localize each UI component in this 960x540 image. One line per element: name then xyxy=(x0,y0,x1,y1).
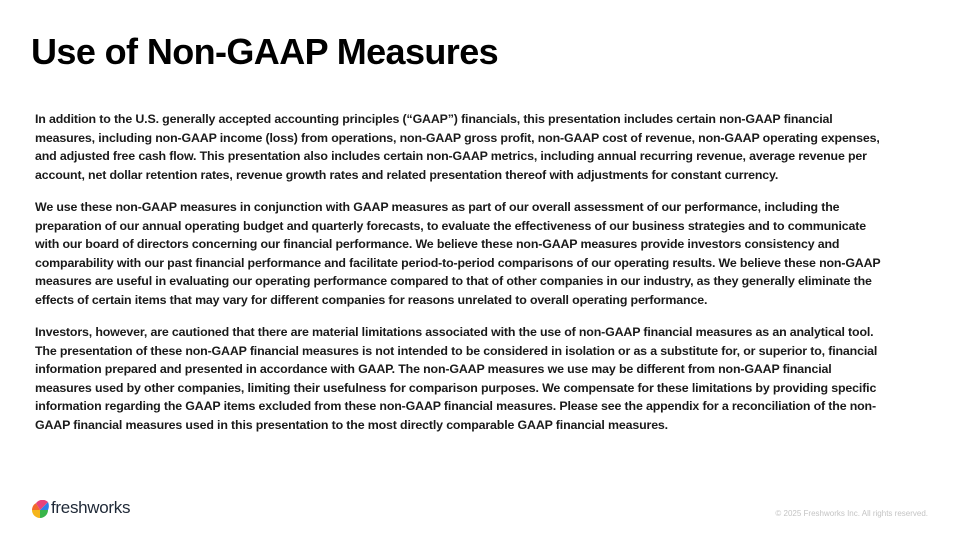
freshworks-logo xyxy=(30,497,130,523)
paragraph-usage: We use these non-GAAP measures in conjunction with GAAP measures as part of our overall assessment of our performance, including the preparation of our annual operating budget and quarterly forecasts, to evaluate the effectiveness of our business strategies and to communicate with our board of directors concerning our financial performance. We believe these non-GAAP measures provide investors consistency and comparability with our past financial performance and facilitate period-to-period comparisons of our operating results. We believe these non-GAAP measures are useful in evaluating our operating performance compared to that of other companies in our industry, as they generally eliminate the effects of certain items that may vary for different companies for reasons unrelated to overall operating performance. xyxy=(35,200,881,307)
freshworks-logo-icon xyxy=(30,500,50,520)
page-title: Use of Non-GAAP Measures xyxy=(31,31,499,72)
paragraph-limitations: Investors, however, are cautioned that there are material limitations associated with the use of non-GAAP financial measures as an analytical tool. The presentation of these non-GAAP financial measures is not intended to be considered in isolation or as a substitute for, or superior to, financial information prepared and presented in accordance with GAAP. The non-GAAP measures we use may be different from non-GAAP financial measures used by other companies, limiting their usefulness for comparison purposes. We compensate for these limitations by providing specific information regarding the GAAP items excluded from these non-GAAP financial measures. Please see the appendix for a reconciliation of the non-GAAP financial measures used in this presentation to the most directly comparable GAAP financial measures. xyxy=(35,325,878,432)
logo-wordmark: freshworks xyxy=(51,498,131,517)
body-text xyxy=(35,110,885,448)
copyright-notice: © 2025 Freshworks Inc. All rights reserved. xyxy=(775,509,928,518)
paragraph-intro: In addition to the U.S. generally accepted accounting principles (“GAAP”) financials, this presentation includes certain non-GAAP financial measures, including non-GAAP income (loss) from operations, non-GAAP gross profit, non-GAAP cost of revenue, non-GAAP operating expenses, and adjusted free cash flow. This presentation also includes certain non-GAAP metrics, including annual recurring revenue, average revenue per account, net dollar retention rates, revenue growth rates and related presentation thereof with adjustments for constant currency. xyxy=(35,112,880,182)
